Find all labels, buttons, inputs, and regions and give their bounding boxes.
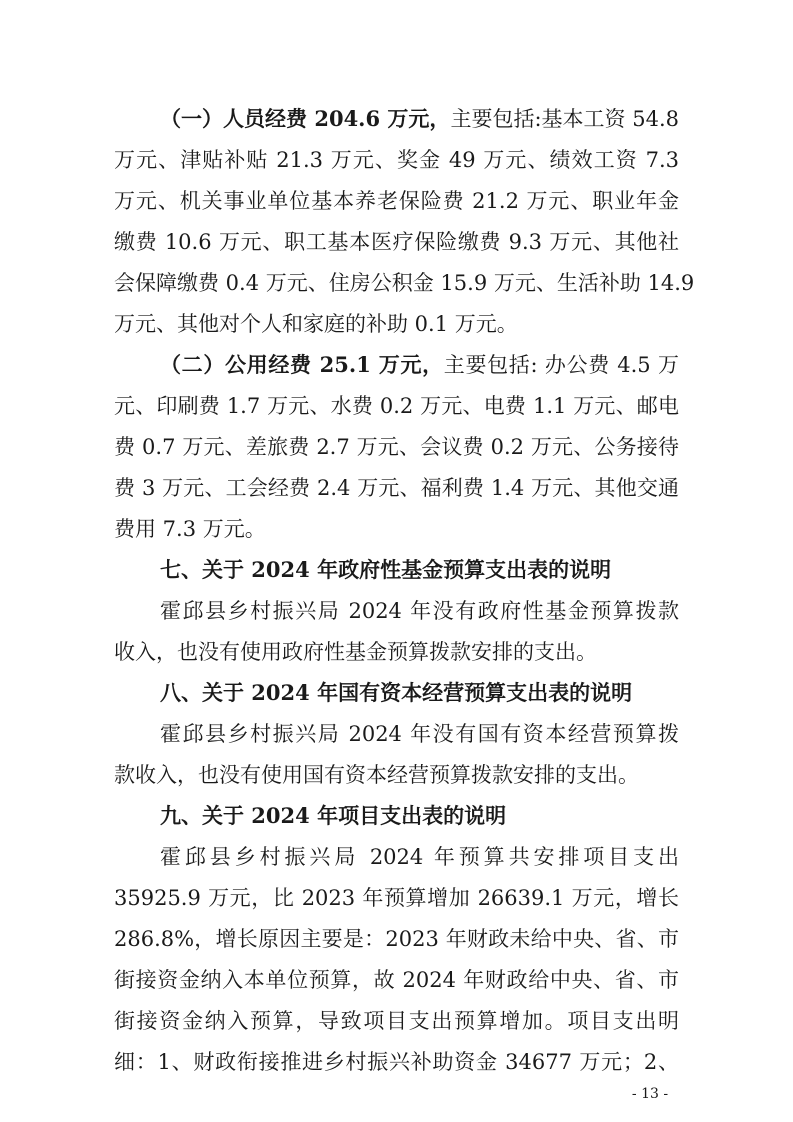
paragraph-line: 缴费 10.6 万元、职工基本医疗保险缴费 9.3 万元、其他社 (114, 230, 679, 254)
paragraph-line: 霍邱县乡村振兴局 2024 年没有政府性基金预算拨款 (160, 599, 679, 623)
paragraph-line: 费 0.7 万元、差旅费 2.7 万元、会议费 0.2 万元、公务接待 (114, 435, 679, 459)
paragraph-line (160, 105, 679, 133)
page-number: - 13 - (631, 1086, 669, 1102)
paragraph-line: 款收入，也没有使用国有资本经营预算拨款安排的支出。 (114, 763, 639, 787)
paragraph-line: 会保障缴费 0.4 万元、住房公积金 15.9 万元、生活补助 14.9 (114, 271, 695, 295)
paragraph-line: 万元、机关事业单位基本养老保险费 21.2 万元、职业年金 (114, 189, 679, 213)
paragraph-line: 万元、津贴补贴 21.3 万元、奖金 49 万元、绩效工资 7.3 (114, 148, 679, 172)
paragraph-line: 街接资金纳入预算，导致项目支出预算增加。项目支出明 (114, 1009, 679, 1033)
section-heading: 七、关于 2024 年政府性基金预算支出表的说明 (160, 557, 612, 582)
paragraph-line: 细：1、财政衔接推进乡村振兴补助资金 34677 万元；2、 (114, 1050, 679, 1074)
public-expense-lead: （二）公用经费 25.1 万元， (160, 352, 444, 377)
paragraph-line (160, 351, 679, 379)
paragraph-line: 霍邱县乡村振兴局 2024 年预算共安排项目支出 (160, 845, 679, 869)
paragraph-line: 费 3 万元、工会经费 2.4 万元、福利费 1.4 万元、其他交通 (114, 476, 679, 500)
paragraph-line: 收入，也没有使用政府性基金预算拨款安排的支出。 (114, 640, 597, 664)
public-expense-text: 主要包括: 办公费 4.5 万 (443, 353, 679, 377)
personnel-expense-text: 主要包括:基本工资 54.8 (450, 107, 679, 131)
paragraph-line: 街接资金纳入本单位预算，故 2024 年财政给中央、省、市 (114, 968, 679, 992)
paragraph-line: 费用 7.3 万元。 (114, 517, 266, 541)
paragraph-line: 霍邱县乡村振兴局 2024 年没有国有资本经营预算拨 (160, 722, 679, 746)
paragraph-line: 286.8%，增长原因主要是：2023 年财政未给中央、省、市 (114, 927, 679, 951)
section-heading: 九、关于 2024 年项目支出表的说明 (160, 803, 507, 828)
paragraph-line: 万元、其他对个人和家庭的补助 0.1 万元。 (114, 312, 518, 336)
personnel-expense-lead: （一）人员经费 204.6 万元， (160, 106, 451, 131)
section-heading: 八、关于 2024 年国有资本经营预算支出表的说明 (160, 680, 633, 705)
paragraph-line: 元、印刷费 1.7 万元、水费 0.2 万元、电费 1.1 万元、邮电 (114, 394, 679, 418)
paragraph-line: 35925.9 万元，比 2023 年预算增加 26639.1 万元，增长 (114, 886, 679, 910)
